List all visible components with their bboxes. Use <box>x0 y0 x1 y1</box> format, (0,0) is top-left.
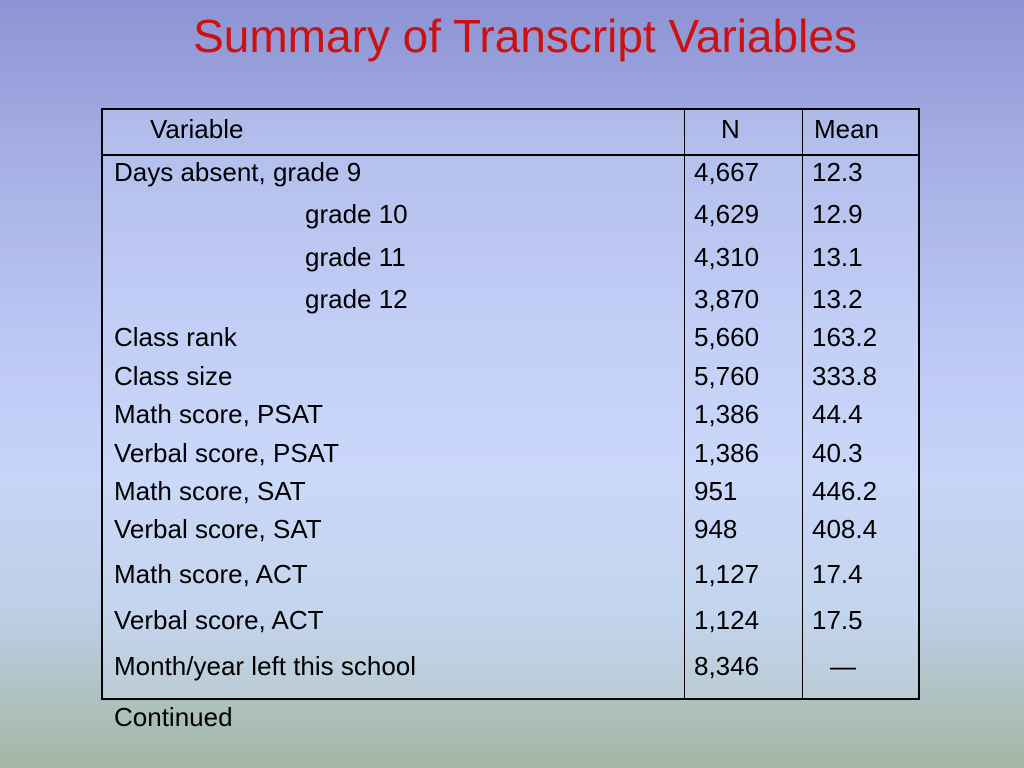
row-variable: grade 12 <box>305 284 408 314</box>
header-variable: Variable <box>150 114 244 144</box>
row-mean: 13.2 <box>812 284 863 314</box>
header-n: N <box>721 114 740 144</box>
row-mean: 44.4 <box>812 399 863 429</box>
header-divider <box>103 154 918 156</box>
slide-title: Summary of Transcript Variables <box>193 10 857 62</box>
row-n: 948 <box>694 514 738 544</box>
column-divider <box>802 110 803 698</box>
row-n: 951 <box>694 476 738 506</box>
row-variable: Class size <box>114 361 233 391</box>
row-mean: — <box>830 651 856 681</box>
row-n: 1,127 <box>694 559 760 589</box>
row-n: 1,386 <box>694 399 760 429</box>
row-mean: 446.2 <box>812 476 878 506</box>
row-variable: Verbal score, PSAT <box>114 438 339 468</box>
continued-note: Continued <box>114 702 233 732</box>
row-variable: Math score, ACT <box>114 559 308 589</box>
row-n: 8,346 <box>694 651 760 681</box>
summary-table <box>101 108 920 700</box>
row-variable: Month/year left this school <box>114 651 417 681</box>
row-variable: Days absent, grade 9 <box>114 157 362 187</box>
row-variable: grade 10 <box>305 199 408 229</box>
row-mean: 163.2 <box>812 322 878 352</box>
column-divider <box>684 110 685 698</box>
row-n: 3,870 <box>694 284 760 314</box>
row-variable: Verbal score, ACT <box>114 605 324 635</box>
header-mean: Mean <box>814 114 880 144</box>
row-variable: Class rank <box>114 322 237 352</box>
row-n: 4,310 <box>694 242 760 272</box>
row-mean: 17.4 <box>812 559 863 589</box>
row-mean: 40.3 <box>812 438 863 468</box>
row-variable: Math score, SAT <box>114 476 306 506</box>
row-mean: 17.5 <box>812 605 863 635</box>
row-n: 1,124 <box>694 605 760 635</box>
row-n: 5,760 <box>694 361 760 391</box>
row-n: 1,386 <box>694 438 760 468</box>
row-n: 5,660 <box>694 322 760 352</box>
row-mean: 12.9 <box>812 199 863 229</box>
row-n: 4,667 <box>694 157 760 187</box>
row-mean: 13.1 <box>812 242 863 272</box>
row-n: 4,629 <box>694 199 760 229</box>
row-mean: 408.4 <box>812 514 878 544</box>
row-variable: grade 11 <box>305 242 406 272</box>
row-variable: Verbal score, SAT <box>114 514 322 544</box>
row-mean: 12.3 <box>812 157 863 187</box>
row-mean: 333.8 <box>812 361 878 391</box>
row-variable: Math score, PSAT <box>114 399 324 429</box>
